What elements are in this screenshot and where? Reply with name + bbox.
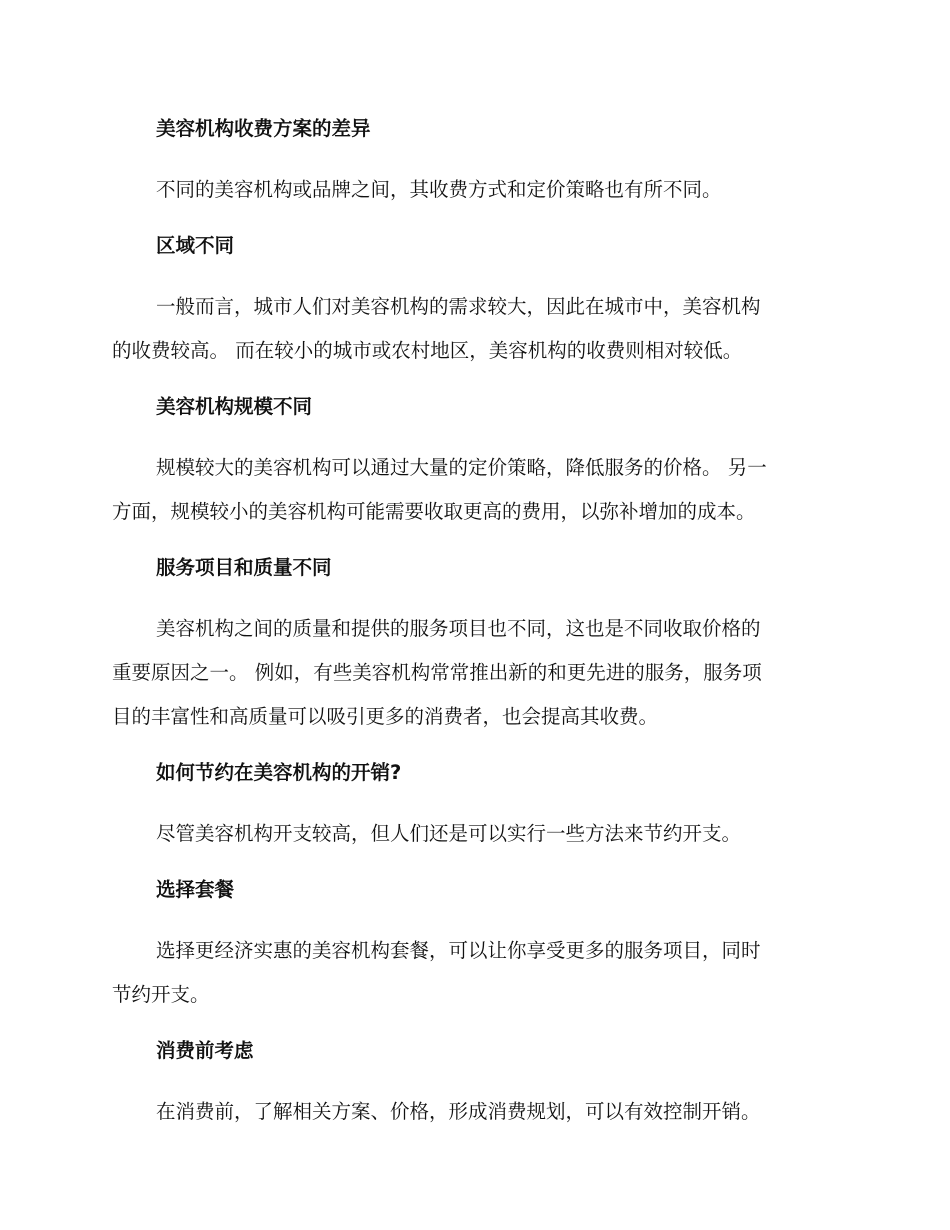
paragraph-line: 目的丰富性和高质量可以吸引更多的消费者，也会提高其收费。 <box>112 705 659 728</box>
paragraph-line: 方面，规模较小的美容机构可能需要收取更高的费用，以弥补增加的成本。 <box>112 500 756 523</box>
paragraph <box>112 812 838 856</box>
paragraph-line: 的收费较高。 而在较小的城市或农村地区，美容机构的收费则相对较低。 <box>112 339 743 362</box>
paragraph <box>112 929 838 1017</box>
paragraph <box>112 446 838 534</box>
paragraph-line: 一般而言，城市人们对美容机构的需求较大，因此在城市中，美容机构 <box>156 295 761 318</box>
paragraph-line: 规模较大的美容机构可以通过大量的定价策略，降低服务的价格。 另一 <box>156 456 767 479</box>
paragraph <box>112 285 838 373</box>
paragraph-line: 不同的美容机构或品牌之间，其收费方式和定价策略也有所不同。 <box>156 178 722 201</box>
section-heading: 美容机构收费方案的差异 <box>156 117 371 140</box>
section-heading: 消费前考虑 <box>156 1039 254 1062</box>
section-heading: 选择套餐 <box>156 878 235 901</box>
paragraph-line: 在消费前，了解相关方案、价格，形成消费规划，可以有效控制开销。 <box>156 1100 761 1123</box>
paragraph-line: 重要原因之一。 例如，有些美容机构常常推出新的和更先进的服务，服务项 <box>112 661 762 684</box>
paragraph-line: 美容机构之间的质量和提供的服务项目也不同，这也是不同收取价格的 <box>156 617 761 640</box>
section-heading: 服务项目和质量不同 <box>156 556 332 579</box>
document-page <box>112 109 838 1148</box>
section-heading: 美容机构规模不同 <box>156 395 313 418</box>
paragraph <box>112 1090 838 1134</box>
paragraph <box>112 168 838 212</box>
paragraph <box>112 607 838 739</box>
section-heading: 区域不同 <box>156 234 235 257</box>
paragraph-line: 节约开支。 <box>112 983 210 1006</box>
paragraph-line: 尽管美容机构开支较高，但人们还是可以实行一些方法来节约开支。 <box>156 822 742 845</box>
section-heading: 如何节约在美容机构的开销? <box>156 761 402 784</box>
paragraph-line: 选择更经济实惠的美容机构套餐，可以让你享受更多的服务项目，同时 <box>156 939 761 962</box>
